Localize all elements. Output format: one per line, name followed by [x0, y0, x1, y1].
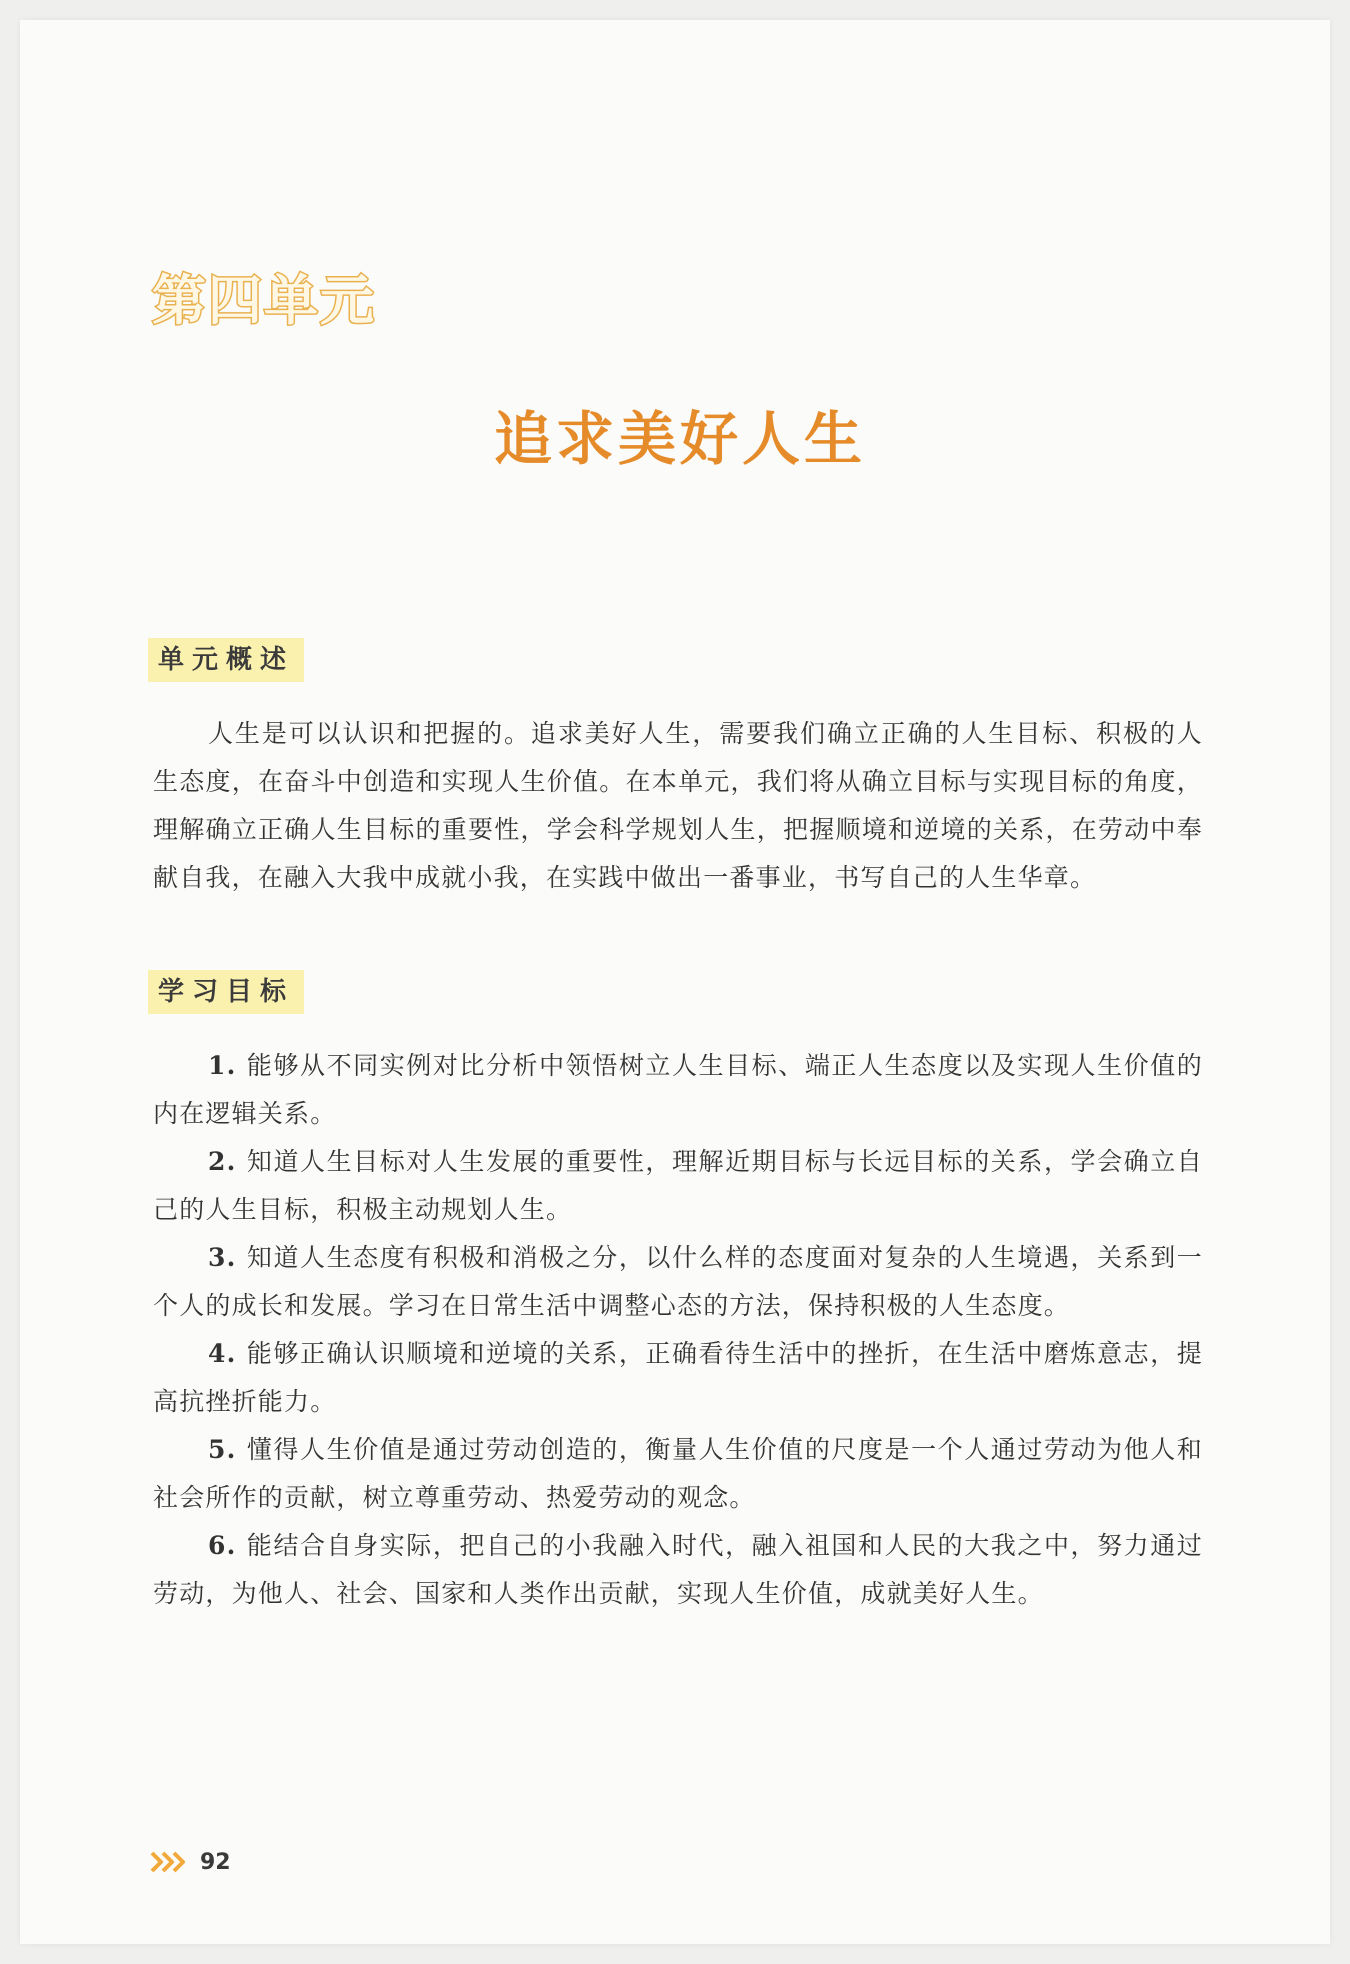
- goal-number: 1.: [208, 1051, 237, 1080]
- page-number: 92: [200, 1849, 231, 1875]
- goal-text: 能够正确认识顺境和逆境的关系，正确看待生活中的挫折，在生活中磨炼意志，提高抗挫折能力。: [153, 1339, 1203, 1416]
- goal-item: [153, 1522, 1203, 1618]
- goal-number: 5.: [208, 1435, 237, 1464]
- textbook-page: [20, 20, 1330, 1944]
- unit-title: 追求美好人生: [493, 405, 866, 473]
- page-footer: [150, 1846, 231, 1878]
- overview-heading: 单元概述: [148, 638, 304, 682]
- goal-item: [153, 1042, 1203, 1138]
- goal-item: [153, 1138, 1203, 1234]
- double-chevron-icon: [150, 1851, 188, 1873]
- goals-heading: 学习目标: [148, 970, 304, 1014]
- goal-text: 懂得人生价值是通过劳动创造的，衡量人生价值的尺度是一个人通过劳动为他人和社会所作的贡献，树立尊重劳动、热爱劳动的观念。: [153, 1435, 1203, 1512]
- goal-text: 知道人生态度有积极和消极之分，以什么样的态度面对复杂的人生境遇，关系到一个人的成长和发展。学习在日常生活中调整心态的方法，保持积极的人生态度。: [153, 1243, 1203, 1320]
- goal-number: 6.: [208, 1531, 237, 1560]
- unit-label: 第四单元: [152, 269, 376, 332]
- goal-number: 4.: [208, 1339, 237, 1368]
- goals-list: [153, 1042, 1203, 1618]
- goal-number: 3.: [208, 1243, 237, 1272]
- goal-item: [153, 1426, 1203, 1522]
- goal-number: 2.: [208, 1147, 237, 1176]
- goal-text: 能够从不同实例对比分析中领悟树立人生目标、端正人生态度以及实现人生价值的内在逻辑关系。: [153, 1051, 1203, 1128]
- overview-paragraph: 人生是可以认识和把握的。追求美好人生，需要我们确立正确的人生目标、积极的人生态度，在奋斗中创造和实现人生价值。在本单元，我们将从确立目标与实现目标的角度，理解确立正确人生目标的重要性，学会科学规划人生，把握顺境和逆境的关系，在劳动中奉献自我，在融入大我中成就小我，在实践中做出一番事业，书写自己的人生华章。: [153, 719, 1203, 892]
- goal-item: [153, 1234, 1203, 1330]
- goal-text: 知道人生目标对人生发展的重要性，理解近期目标与长远目标的关系，学会确立自己的人生目标，积极主动规划人生。: [153, 1147, 1203, 1224]
- goal-text: 能结合自身实际，把自己的小我融入时代，融入祖国和人民的大我之中，努力通过劳动，为他人、社会、国家和人类作出贡献，实现人生价值，成就美好人生。: [153, 1531, 1203, 1608]
- goal-item: [153, 1330, 1203, 1426]
